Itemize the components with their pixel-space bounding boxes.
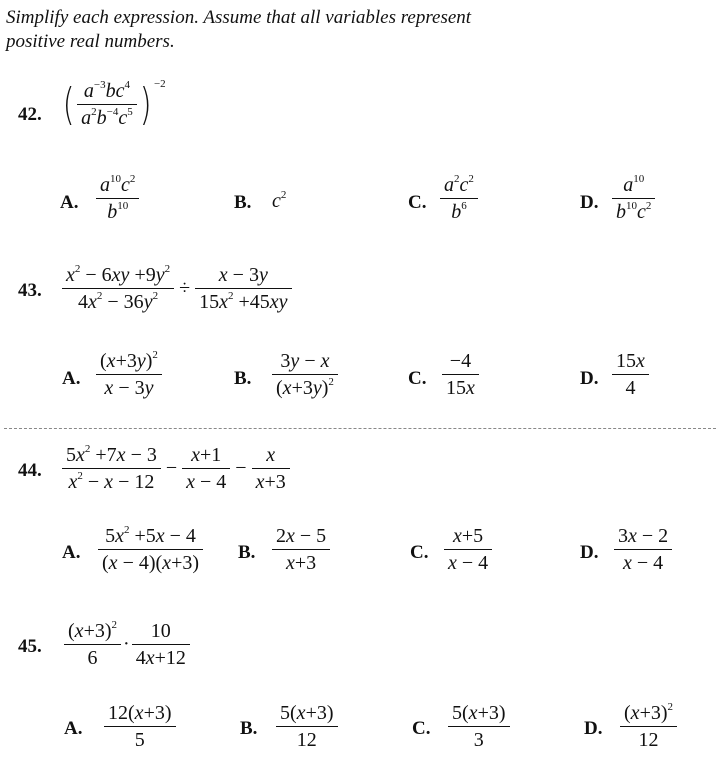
problem-43-option-c: $\frac{-4}{15x}$ xyxy=(442,348,479,401)
problem-43-option-a-label: A. xyxy=(62,368,81,389)
problem-44-option-d: $\frac{3x - 2}{x - 4}$ xyxy=(614,523,672,576)
problem-45-expression: $\frac{(x+3)^2}{6}$ · $\frac{10}{4x+12}$ xyxy=(64,618,190,671)
problem-43-option-d-label: D. xyxy=(580,368,599,389)
problem-42-option-d: $\frac{a^{10}}{b^{10}c^2}$ xyxy=(612,172,655,225)
problem-44-option-c-label: C. xyxy=(410,542,429,563)
problem-43-option-b-label: B. xyxy=(234,368,252,389)
problem-44-expression: $\frac{5x^2 +7x - 3}{x^2 - x - 12}$ − $\frac{x+1}{x - 4}$ − $\frac{x}{x+3}$ xyxy=(62,442,290,495)
section-divider xyxy=(4,428,716,429)
problem-43-option-d: $\frac{15x}{4}$ xyxy=(612,348,649,401)
problem-45-option-b: $\frac{5(x+3)}{12}$ xyxy=(276,700,338,753)
problem-43-expression: $\frac{x^2 - 6xy +9y^2}{4x^2 - 36y^2}$ ÷ $\frac{x - 3y}{15x^2 +45xy}$ xyxy=(62,262,292,315)
instructions-line-2: positive real numbers. xyxy=(6,31,175,52)
problem-45-option-a: $\frac{12(x+3)}{5}$ xyxy=(104,700,176,753)
problem-42-number: 42. xyxy=(18,104,42,125)
problem-43-number: 43. xyxy=(18,280,42,301)
problem-42-option-a: $\frac{a^{10}c^2}{b^{10}}$ xyxy=(96,172,139,225)
problem-45-option-d: $\frac{(x+3)^2}{12}$ xyxy=(620,700,677,753)
problem-42-option-b-label: B. xyxy=(234,192,252,213)
problem-45-option-b-label: B. xyxy=(240,718,258,739)
problem-42-option-d-label: D. xyxy=(580,192,599,213)
problem-45-option-d-label: D. xyxy=(584,718,603,739)
problem-45-number: 45. xyxy=(18,636,42,657)
problem-42-option-a-label: A. xyxy=(60,192,79,213)
problem-43-option-c-label: C. xyxy=(408,368,427,389)
instructions-line-1: Simplify each expression. Assume that all variables represent xyxy=(6,7,472,28)
problem-42-expression xyxy=(60,78,166,131)
problem-42-fraction: $\frac{a^{-3}bc^4}{a^2b^{-4}c^5}$ xyxy=(77,78,137,131)
problem-42-option-b: $c^2$ xyxy=(272,189,287,212)
instructions xyxy=(6,6,471,54)
problem-42-outer-exponent: −2 xyxy=(153,78,166,91)
problem-44-option-c: $\frac{x+5}{x - 4}$ xyxy=(444,523,492,576)
problem-44-option-a-label: A. xyxy=(62,542,81,563)
problem-44-number: 44. xyxy=(18,460,42,481)
problem-44-option-a: $\frac{5x^2 +5x - 4}{(x - 4)(x+3)}$ xyxy=(98,523,203,576)
problem-42-option-c-label: C. xyxy=(408,192,427,213)
problem-44-option-b-label: B. xyxy=(238,542,256,563)
problem-43-option-b: $\frac{3y - x}{(x+3y)^2}$ xyxy=(272,348,338,401)
right-paren: ) xyxy=(139,78,152,130)
problem-44-option-b: $\frac{2x - 5}{x+3}$ xyxy=(272,523,330,576)
problem-44-option-d-label: D. xyxy=(580,542,599,563)
left-paren: ( xyxy=(62,78,75,130)
problem-45-option-c: $\frac{5(x+3)}{3}$ xyxy=(448,700,510,753)
problem-43-option-a: $\frac{(x+3y)^2}{x - 3y}$ xyxy=(96,348,162,401)
problem-42-option-c: $\frac{a^2c^2}{b^6}$ xyxy=(440,172,478,225)
problem-45-option-a-label: A. xyxy=(64,718,83,739)
problem-45-option-c-label: C. xyxy=(412,718,431,739)
